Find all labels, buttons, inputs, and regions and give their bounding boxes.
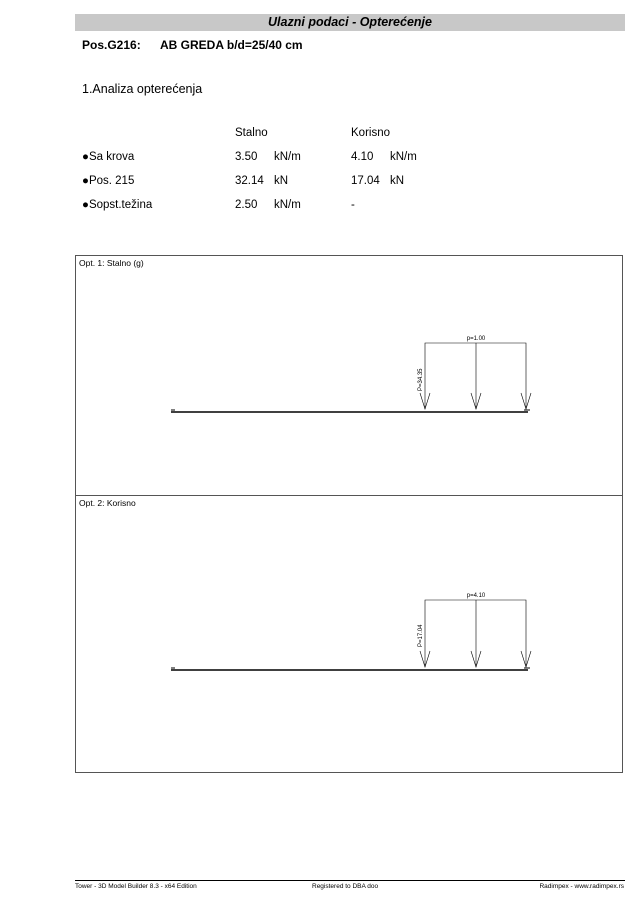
korisno-value: 4.10 [351, 151, 374, 163]
column-header-korisno: Korisno [351, 127, 390, 139]
korisno-unit: kN/m [390, 151, 417, 163]
load-diagram-korisno [75, 495, 623, 773]
section-title: 1.Analiza opterećenja [82, 82, 203, 96]
korisno-value: - [351, 199, 355, 211]
stalno-value: 32.14 [235, 175, 264, 187]
footer-vendor: Radimpex - www.radimpex.rs [539, 883, 624, 890]
column-header-stalno: Stalno [235, 127, 268, 139]
korisno-value: 17.04 [351, 175, 380, 187]
korisno-unit: kN [390, 175, 405, 187]
row-name: ●Pos. 215 [82, 175, 135, 187]
stalno-unit: kN [274, 175, 289, 187]
stalno-value: 3.50 [235, 151, 258, 163]
diagram-title: Opt. 2: Korisno [79, 498, 136, 508]
page-title: Ulazni podaci - Opterećenje [75, 14, 625, 31]
stalno-unit: kN/m [274, 199, 301, 211]
stalno-value: 2.50 [235, 199, 258, 211]
beam-diagram [76, 256, 624, 497]
load-diagram-stalno [75, 255, 623, 496]
diagram-title: Opt. 1: Stalno (g) [79, 258, 144, 268]
distributed-load-label: p=1.00 [466, 336, 486, 342]
position-code: Pos.G216: [82, 38, 141, 52]
distributed-load-frame [425, 343, 526, 409]
beam-diagram [76, 496, 624, 774]
footer-registration: Registered to DBA doo [312, 883, 379, 890]
point-load-label: P=34.35 [418, 368, 424, 391]
point-load-label: P=17.04 [418, 624, 424, 647]
footer-divider [75, 880, 625, 881]
footer-software: Tower - 3D Model Builder 8.3 - x64 Edition [75, 883, 197, 890]
row-name: ●Sa krova [82, 151, 135, 163]
position-description: AB GREDA b/d=25/40 cm [160, 38, 303, 52]
distributed-load-frame [425, 600, 526, 667]
stalno-unit: kN/m [274, 151, 301, 163]
distributed-load-label: p=4.10 [466, 593, 486, 599]
row-name: ●Sopst.težina [82, 199, 153, 211]
